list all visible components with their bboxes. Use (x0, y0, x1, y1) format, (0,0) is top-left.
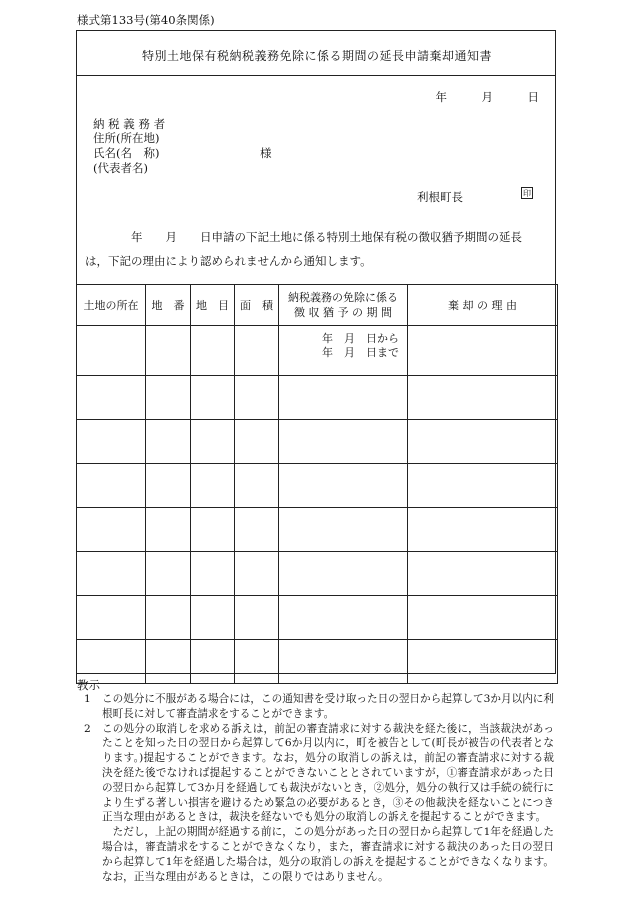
cell-land-category[interactable] (191, 376, 235, 420)
issuer-name: 利根町長 (417, 190, 463, 204)
cell-reason[interactable] (408, 464, 558, 508)
seal-mark: 印 (523, 189, 531, 198)
cell-area[interactable] (235, 376, 279, 420)
cell-period[interactable] (279, 376, 408, 420)
instruction-item (84, 692, 554, 722)
honorific: 様 (260, 146, 272, 160)
period-to: 年 月 日まで (322, 346, 399, 359)
instruction-text: ただし，上記の期間が経過する前に，この処分があった日の翌日から起算して1年を経過した場合は，審査請求をすることができなくなり，また，審査請求に対する裁決のあった日の翌日から起算して1年を経過した場合は，処分の取消しの訴えを提起することができなくなります。なお，正当な理由があるときは，この限りではありません。 (102, 826, 554, 883)
instructions-label: 教示 (77, 678, 100, 692)
cell-location[interactable] (77, 552, 146, 596)
table-row (77, 420, 558, 464)
cell-land-category[interactable] (191, 420, 235, 464)
cell-land-category[interactable] (191, 326, 235, 376)
cell-period[interactable] (279, 640, 408, 684)
cell-land-category[interactable] (191, 464, 235, 508)
cell-area[interactable] (235, 326, 279, 376)
cell-reason[interactable] (408, 326, 558, 376)
table-row (77, 508, 558, 552)
cell-location[interactable] (77, 376, 146, 420)
cell-location[interactable] (77, 464, 146, 508)
cell-location[interactable] (77, 420, 146, 464)
cell-reason[interactable] (408, 640, 558, 684)
cell-period[interactable] (279, 508, 408, 552)
cell-reason[interactable] (408, 420, 558, 464)
cell-lot-number[interactable] (146, 464, 191, 508)
cell-reason[interactable] (408, 376, 558, 420)
instruction-text: この処分に不服がある場合には，この通知書を受け取った日の翌日から起算して3か月以内に利根町長に対して審査請求をすることができます。 (102, 693, 554, 720)
cell-land-category[interactable] (191, 640, 235, 684)
instruction-number: 1 (84, 693, 91, 705)
cell-lot-number[interactable] (146, 640, 191, 684)
header-reason: 棄 却 の 理 由 (408, 285, 558, 326)
address-label: 住所(所在地) (93, 131, 160, 145)
cell-period[interactable] (279, 596, 408, 640)
period-from: 年 月 日から (322, 332, 399, 345)
table-row (77, 326, 558, 376)
notice-frame (76, 30, 556, 674)
cell-area[interactable] (235, 464, 279, 508)
instructions-list (84, 692, 554, 884)
cell-lot-number[interactable] (146, 508, 191, 552)
instruction-number: 2 (84, 722, 91, 735)
table-row (77, 640, 558, 684)
notice-body-line1: 年 月 日申請の下記土地に係る特別土地保有税の徴収猶予期間の延長 (85, 230, 522, 244)
cell-land-category[interactable] (191, 508, 235, 552)
table-row (77, 464, 558, 508)
cell-area[interactable] (235, 508, 279, 552)
header-land-category: 地 目 (191, 285, 235, 326)
cell-location[interactable] (77, 326, 146, 376)
cell-area[interactable] (235, 596, 279, 640)
land-table (76, 284, 558, 684)
cell-reason[interactable] (408, 508, 558, 552)
notice-body-line2: は，下記の理由により認められませんから通知します。 (85, 254, 372, 268)
name-label: 氏名(名 称) (93, 146, 160, 160)
cell-lot-number[interactable] (146, 420, 191, 464)
cell-period[interactable] (279, 420, 408, 464)
instruction-item (84, 722, 554, 826)
representative-label: (代表者名) (93, 161, 148, 175)
cell-lot-number[interactable] (146, 326, 191, 376)
form-number: 様式第133号(第40条関係) (77, 13, 215, 27)
year-label: 年 (435, 90, 447, 104)
cell-lot-number[interactable] (146, 552, 191, 596)
cell-area[interactable] (235, 640, 279, 684)
addressee-label: 納 税 義 務 者 (93, 117, 166, 131)
cell-reason[interactable] (408, 552, 558, 596)
cell-period[interactable] (279, 552, 408, 596)
cell-period[interactable] (279, 326, 408, 376)
cell-lot-number[interactable] (146, 376, 191, 420)
instruction-number (84, 825, 102, 884)
table-header-row (77, 285, 558, 326)
instruction-text: この処分の取消しを求める訴えは，前記の審査請求に対する裁決を経た後に，当該裁決があったことを知った日の翌日から起算して6か月以内に，町を被告として(町長が被告の代表者となります。)提起することができます。なお，処分の取消しの訴えは，前記の審査請求に対する裁決を経た後でなければ提起することができないこととされていますが，①審査請求があった日の翌日から起算して3か月を経過しても裁決がないとき，②処分，処分の執行又は手続の続行により生ずる著しい損害を避けるため緊急の必要があるとき，③その他裁決を経ないことにつき正当な理由があるときは，裁決を経ないでも処分の取消しの訴えを提起することができます。 (102, 722, 554, 824)
header-area: 面 積 (235, 285, 279, 326)
day-label: 日 (527, 90, 539, 104)
cell-area[interactable] (235, 420, 279, 464)
table-row (77, 552, 558, 596)
cell-reason[interactable] (408, 596, 558, 640)
cell-location[interactable] (77, 596, 146, 640)
table-row (77, 376, 558, 420)
cell-lot-number[interactable] (146, 596, 191, 640)
cell-land-category[interactable] (191, 552, 235, 596)
header-period (279, 285, 408, 326)
date-line (436, 89, 540, 105)
cell-location[interactable] (77, 508, 146, 552)
month-label: 月 (481, 90, 493, 104)
header-location: 土地の所在 (77, 285, 146, 326)
instruction-item (84, 825, 554, 884)
header-period-line2: 徴 収 猶 予 の 期 間 (294, 306, 392, 319)
cell-land-category[interactable] (191, 596, 235, 640)
document-title: 特別土地保有税納税義務免除に係る期間の延長申請棄却通知書 (141, 49, 492, 63)
table-row (77, 596, 558, 640)
header-lot-number: 地 番 (146, 285, 191, 326)
title-divider (77, 75, 555, 76)
header-period-line1: 納税義務の免除に係る (288, 291, 398, 304)
cell-period[interactable] (279, 464, 408, 508)
notice-body (85, 225, 551, 273)
cell-area[interactable] (235, 552, 279, 596)
